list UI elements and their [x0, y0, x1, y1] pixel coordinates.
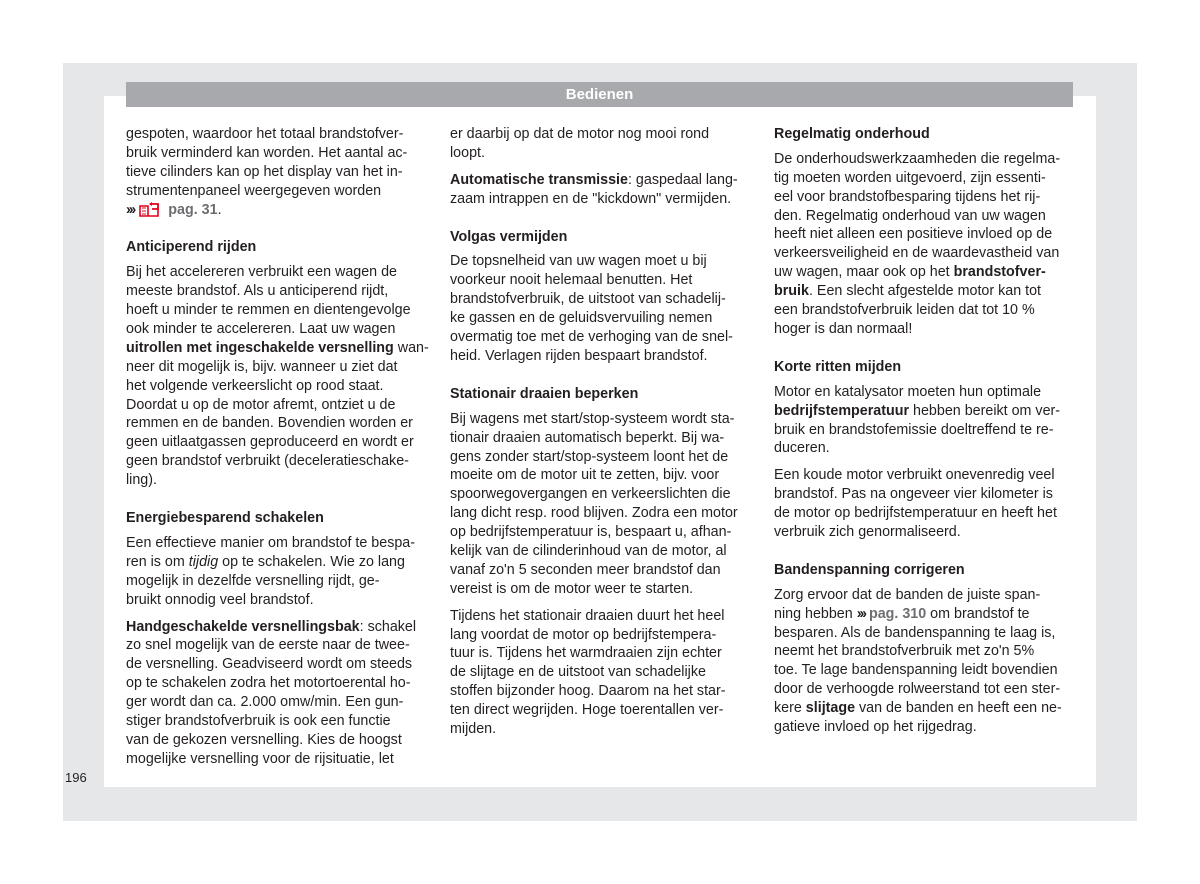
- text-run: besparen. Als de bandenspanning te laag is,: [774, 624, 1056, 641]
- text-line: [450, 290, 760, 309]
- text-line: [126, 591, 436, 610]
- text-line: [774, 661, 1084, 680]
- text-line: [774, 699, 1084, 718]
- bold-text: slijtage: [805, 700, 856, 717]
- section-heading: Energiebesparend schakelen: [126, 510, 324, 527]
- text-line: [774, 586, 1084, 605]
- text-run: het volgende verkeerslicht op rood staat.: [126, 377, 384, 394]
- text-line: [450, 504, 760, 523]
- text-line: [774, 282, 1084, 301]
- text-run: overmatig toe met de verhoging van de snel-: [450, 329, 733, 346]
- text-line: [126, 396, 436, 415]
- paragraph: [450, 252, 760, 365]
- text-line: [450, 542, 760, 561]
- text-run: kelijk van de cilinderinhoud van de motor, al: [450, 542, 727, 559]
- text-run: voorkeur nooit helemaal benutten. Het: [450, 272, 693, 289]
- text-run: ook minder te accelereren. Laat uw wagen: [126, 321, 396, 338]
- text-line: [450, 607, 760, 626]
- paragraph: [774, 383, 1084, 459]
- section-heading: Volgas vermijden: [450, 228, 568, 245]
- text-line: [126, 553, 436, 572]
- text-line: [126, 201, 436, 220]
- text-line: [126, 125, 436, 144]
- text-line: [126, 263, 436, 282]
- text-run: de slijtage en de uitstoot van schadelijke: [450, 664, 706, 681]
- text-run: toe. Te lage bandenspanning leidt bovendien: [774, 662, 1058, 679]
- bold-text: Automatische transmissie: [450, 171, 628, 188]
- text-run: zaam intrappen en de "kickdown" vermijden.: [450, 190, 732, 207]
- text-line: [774, 169, 1084, 188]
- text-line: [450, 144, 760, 163]
- text-run: brandstof. Pas na ongeveer vier kilometer is: [774, 486, 1053, 503]
- text-run: stiger brandstofverbruik is ook een functie: [126, 712, 391, 729]
- text-run: hebben bereikt om ver-: [909, 402, 1061, 419]
- text-line: [450, 644, 760, 663]
- paragraph: [126, 534, 436, 610]
- text-run: Tijdens het stationair draaien duurt het heel: [450, 607, 725, 624]
- text-line: [774, 421, 1084, 440]
- text-line: [126, 414, 436, 433]
- text-run: gens zonder start/stop-systeem loont het de: [450, 448, 729, 465]
- text-line: [450, 125, 760, 144]
- text-run: Zorg ervoor dat de banden de juiste span-: [774, 586, 1041, 603]
- text-run: lang dicht resp. rood blijven. Zodra een motor: [450, 505, 738, 522]
- text-line: [774, 504, 1084, 523]
- section-heading: Bandenspanning corrigeren: [774, 561, 965, 578]
- text-line: [450, 580, 760, 599]
- text-line: [774, 263, 1084, 282]
- text-line: [450, 701, 760, 720]
- text-line: [774, 244, 1084, 263]
- text-run: loopt.: [450, 144, 485, 161]
- text-run: verkeersveiligheid en de waardevastheid van: [774, 245, 1060, 262]
- text-run: geen uitlaatgassen geproduceerd en wordt er: [126, 434, 414, 451]
- text-run: de motor op bedrijfstemperatuur en heeft het: [774, 505, 1057, 522]
- text-run: gespoten, waardoor het totaal brandstofver-: [126, 126, 404, 142]
- text-run: op bedrijfstemperatuur is, bespaart u, afhan-: [450, 524, 732, 541]
- section-heading: Anticiperend rijden: [126, 239, 257, 256]
- text-run: ren is om: [126, 553, 189, 570]
- paragraph: [126, 618, 436, 769]
- text-run: duceren.: [774, 440, 830, 457]
- text-run: Doordat u op de motor afremt, ontziet u de: [126, 396, 396, 413]
- text-run: tuur is. Tijdens het warmdraaien zijn echter: [450, 645, 722, 662]
- text-run: bruik en brandstofemissie doeltreffend te re-: [774, 421, 1054, 438]
- text-line: [450, 190, 760, 209]
- paragraph: [450, 410, 760, 599]
- text-line: [450, 523, 760, 542]
- text-run: hoger is dan normaal!: [774, 320, 913, 337]
- text-run: tig moeten worden uitgevoerd, zijn essenti-: [774, 169, 1046, 186]
- text-run: neer dit mogelijk is, bijv. wanneer u ziet dat: [126, 358, 398, 375]
- paragraph: [774, 150, 1084, 339]
- text-run: van de banden en heeft een ne-: [855, 700, 1062, 717]
- text-line: [126, 301, 436, 320]
- paragraph: [450, 607, 760, 739]
- text-run: eel voor brandstofbesparing tijdens het rij-: [774, 188, 1041, 205]
- text-run: ten direct wegrijden. Hoge toerentallen ver-: [450, 702, 724, 719]
- text-line: [126, 693, 436, 712]
- text-line: [450, 448, 760, 467]
- text-run: meeste brandstof. Als u anticiperend rijdt,: [126, 283, 389, 300]
- text-line: [126, 433, 436, 452]
- text-line: [126, 144, 436, 163]
- text-line: [450, 561, 760, 580]
- text-line: [126, 377, 436, 396]
- text-run: den. Regelmatig onderhoud van uw wagen: [774, 207, 1046, 224]
- bold-text: brandstofver-: [953, 264, 1046, 281]
- text-run: op te schakelen zodra het motortoerental ho-: [126, 675, 411, 692]
- text-run: lang voordat de motor op bedrijfstempera-: [450, 626, 717, 643]
- text-line: [450, 626, 760, 645]
- text-line: [450, 252, 760, 271]
- text-run: gatieve invloed op het rijgedrag.: [774, 718, 977, 735]
- text-run: hoeft u minder te remmen en dientengevolge: [126, 302, 411, 319]
- text-line: [774, 718, 1084, 737]
- text-run: tieve cilinders kan op het display van het in-: [126, 163, 403, 180]
- text-line: [126, 674, 436, 693]
- text-run: : schakel: [359, 618, 417, 635]
- text-line: [126, 320, 436, 339]
- text-column-2: [450, 125, 760, 739]
- text-run: brandstofverbruik, de uitstoot van schadelij-: [450, 291, 726, 308]
- text-line: [126, 655, 436, 674]
- text-run: Een koude motor verbruikt onevenredig veel: [774, 467, 1055, 484]
- text-run: moeite om de motor uit te zetten, bijv. voor: [450, 467, 720, 484]
- text-run: er daarbij op dat de motor nog mooi rond: [450, 126, 710, 142]
- text-run: ning hebben: [774, 605, 857, 622]
- paragraph: [126, 125, 436, 219]
- text-line: [126, 534, 436, 553]
- text-line: [126, 358, 436, 377]
- text-run: remmen en de banden. Bovendien worden er: [126, 415, 413, 432]
- text-line: [126, 282, 436, 301]
- page-reference-link[interactable]: pag. 310: [868, 605, 927, 622]
- text-run: mogelijke versnelling voor de rijsituatie, let: [126, 750, 394, 767]
- text-line: [450, 171, 760, 190]
- text-line: [126, 731, 436, 750]
- text-line: [774, 320, 1084, 339]
- text-run: heid. Verlagen rijden bespaart brandstof.: [450, 347, 708, 364]
- text-run: geen brandstof verbruikt (deceleratieschake-: [126, 453, 409, 470]
- text-line: [450, 309, 760, 328]
- text-run: de versnelling. Geadviseerd wordt om steeds: [126, 656, 413, 673]
- text-run: . Een slecht afgestelde motor kan tot: [808, 283, 1042, 300]
- text-run: mogelijk in dezelfde versnelling rijdt, ge-: [126, 572, 380, 589]
- text-line: [774, 466, 1084, 485]
- text-line: [774, 439, 1084, 458]
- text-run: om brandstof te: [926, 605, 1030, 622]
- text-line: [450, 271, 760, 290]
- text-line: [126, 572, 436, 591]
- text-line: [126, 712, 436, 731]
- text-run: uw wagen, maar ook op het: [774, 264, 954, 281]
- paragraph: [450, 171, 760, 209]
- text-run: De onderhoudswerkzaamheden die regelma-: [774, 150, 1061, 167]
- text-run: zo snel mogelijk van de eerste naar de twee-: [126, 637, 410, 654]
- text-run: strumentenpaneel weergegeven worden: [126, 182, 382, 199]
- text-line: [450, 347, 760, 366]
- text-line: [126, 471, 436, 490]
- text-run: stoffen bijzonder hoog. Daarom na het star-: [450, 683, 726, 700]
- section-heading: Regelmatig onderhoud: [774, 126, 930, 142]
- text-line: [774, 225, 1084, 244]
- text-line: [774, 523, 1084, 542]
- text-run: .: [217, 201, 222, 218]
- text-line: [774, 642, 1084, 661]
- text-run: bruikt onnodig veel brandstof.: [126, 591, 314, 608]
- bold-text: uitrollen met ingeschakelde versnelling: [126, 339, 394, 356]
- text-run: ling).: [126, 472, 157, 489]
- text-line: [450, 429, 760, 448]
- text-line: [126, 452, 436, 471]
- text-run: verbruik zich genormaliseerd.: [774, 523, 961, 540]
- paragraph: [774, 466, 1084, 542]
- text-line: [450, 328, 760, 347]
- paragraph: [774, 586, 1084, 737]
- text-run: Bij het accelereren verbruikt een wagen de: [126, 264, 398, 281]
- text-run: bruik verminderd kan worden. Het aantal ac-: [126, 144, 408, 161]
- reference-arrows-icon: ›››: [126, 201, 135, 218]
- text-line: [774, 383, 1084, 402]
- bold-text: Handgeschakelde versnellingsbak: [126, 618, 360, 635]
- book-reference-icon[interactable]: [138, 201, 162, 217]
- text-run: vereist is om de motor weer te starten.: [450, 580, 694, 597]
- text-line: [774, 624, 1084, 643]
- text-column-3: [774, 125, 1084, 737]
- text-line: [126, 636, 436, 655]
- paragraph: [450, 125, 760, 163]
- text-line: [774, 680, 1084, 699]
- text-run: : gaspedaal lang-: [627, 171, 738, 188]
- text-run: wan-: [393, 339, 429, 356]
- text-run: kere: [774, 700, 806, 717]
- text-line: [126, 339, 436, 358]
- page-number: 196: [65, 770, 87, 785]
- text-line: [774, 207, 1084, 226]
- text-run: Een effectieve manier om brandstof te bespa-: [126, 534, 416, 551]
- text-run: De topsnelheid van uw wagen moet u bij: [450, 253, 707, 270]
- text-run: tionair draaien automatisch beperkt. Bij wa-: [450, 429, 725, 446]
- page-reference-link[interactable]: pag. 31: [168, 201, 218, 218]
- text-run: Motor en katalysator moeten hun optimale: [774, 383, 1042, 400]
- text-run: ke gassen en de geluidsvervuiling nemen: [450, 310, 713, 327]
- text-line: [774, 485, 1084, 504]
- text-line: [450, 410, 760, 429]
- text-run: mijden.: [450, 720, 497, 737]
- bold-text: bruik: [774, 283, 809, 300]
- text-line: [450, 466, 760, 485]
- text-run: op te schakelen. Wie zo lang: [218, 553, 405, 570]
- text-line: [126, 750, 436, 769]
- text-line: [774, 150, 1084, 169]
- text-line: [126, 182, 436, 201]
- text-column-1: [126, 125, 436, 769]
- text-line: [774, 188, 1084, 207]
- text-run: een brandstofverbruik leiden dat tot 10 %: [774, 302, 1035, 319]
- text-run: neemt het brandstofverbruik met zo'n 5%: [774, 643, 1035, 660]
- text-run: ger wordt dan ca. 2.000 omw/min. Een gun-: [126, 694, 404, 711]
- text-line: [126, 618, 436, 637]
- text-line: [774, 301, 1084, 320]
- text-run: van de gekozen versnelling. Kies de hoogst: [126, 731, 402, 748]
- section-heading: Stationair draaien beperken: [450, 385, 639, 402]
- text-line: [450, 682, 760, 701]
- reference-arrows-icon: ›››: [856, 605, 865, 622]
- section-heading: Korte ritten mijden: [774, 358, 902, 375]
- text-line: [126, 163, 436, 182]
- italic-text: tijdig: [188, 553, 219, 570]
- text-run: spoorwegovergangen en verkeerslichten die: [450, 486, 731, 503]
- text-line: [774, 402, 1084, 421]
- text-run: heeft niet alleen een positieve invloed op de: [774, 226, 1053, 243]
- text-line: [774, 605, 1084, 624]
- text-line: [450, 485, 760, 504]
- text-line: [450, 720, 760, 739]
- section-header: Bedienen: [126, 82, 1073, 107]
- text-run: Bij wagens met start/stop-systeem wordt sta-: [450, 410, 735, 427]
- paragraph: [126, 263, 436, 490]
- bold-text: bedrijfstemperatuur: [774, 402, 910, 419]
- text-run: door de verhoogde rolweerstand tot een ster-: [774, 681, 1061, 698]
- text-run: vanaf zo'n 5 seconden meer brandstof dan: [450, 561, 721, 578]
- text-line: [450, 663, 760, 682]
